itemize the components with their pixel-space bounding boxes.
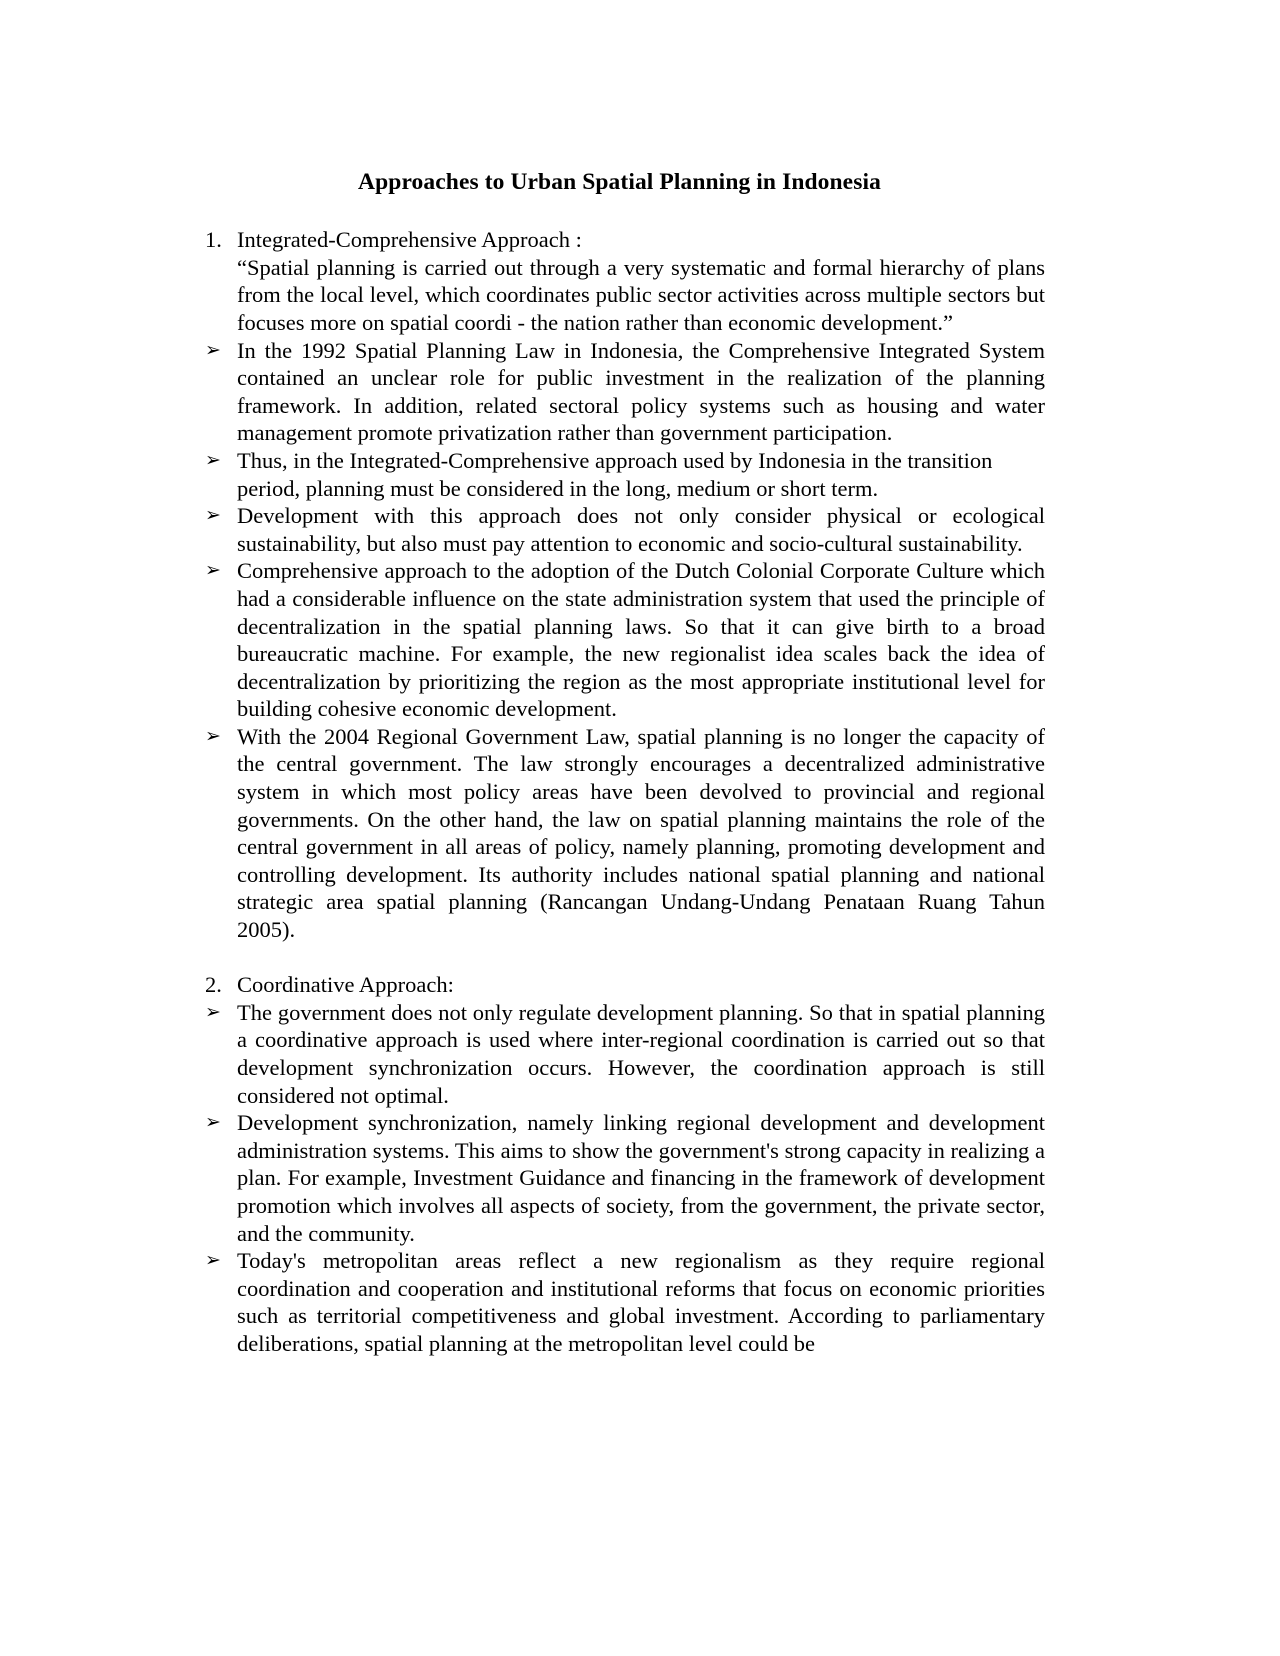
arrowhead-bullet-icon: ➢ [205,1000,221,1023]
section-1-quote: “Spatial planning is carried out through a very systematic and formal hierarchy of plans from the local level, which coordinates public sector activities across multiple sectors but focuses more on spatial coordi - the nation rather than economic development.” [237,254,1045,335]
numbered-item-1 [205,226,1045,254]
list-item [205,447,1045,502]
paragraph-spacer [205,944,1045,972]
list-item [205,723,1045,944]
page-title: Approaches to Urban Spatial Planning in Indonesia [358,169,881,195]
arrowhead-bullet-icon: ➢ [205,504,221,527]
list-item-text: Thus, in the Integrated-Comprehensive approach used by Indonesia in the transition period, planning must be considered in the long, medium or short term. [237,447,993,501]
list-item-text: Development with this approach does not only consider physical or ecological sustainability, but also must pay attention to economic and socio-cultural sustainability. [237,503,1045,556]
arrowhead-bullet-icon: ➢ [205,448,221,471]
list-item-text: With the 2004 Regional Government Law, spatial planning is no longer the capacity of the central government. The law strongly encourages a decentralized administrative system in which most policy areas have been devolved to provincial and regional governments. On the other hand, the law on spatial planning maintains the role of the central government in all areas of policy, namely planning, promoting development and controlling development. Its authority includes national spatial planning and national strategic area spatial planning (Rancangan Undang-Undang Penataan Ruang Tahun 2005). [237,723,1045,943]
arrowhead-bullet-icon: ➢ [205,1249,221,1272]
list-item-text: Today's metropolitan areas reflect a new regionalism as they require regional coordination and cooperation and institutional reforms that focus on economic priorities such as territorial competitiveness and global investment. According to parliamentary deliberations, spatial planning at the metropolitan level could be [237,1248,1045,1356]
list-item-text: In the 1992 Spatial Planning Law in Indonesia, the Comprehensive Integrated System contained an unclear role for public investment in the realization of the planning framework. In addition, related sectoral policy systems such as housing and water management promote privatization rather than government participation. [237,337,1045,446]
list-item [205,502,1045,557]
section-heading-2: Coordinative Approach: [237,972,454,998]
arrowhead-bullet-icon: ➢ [205,1111,221,1134]
list-item [205,999,1045,1109]
list-item-text: Development synchronization, namely linking regional development and development administration systems. This aims to show the government's strong capacity in realizing a plan. For example, Investment Guidance and financing in the framework of development promotion which involves all aspects of society, from the government, the private sector, and the community. [237,1110,1045,1246]
section-heading-1: Integrated-Comprehensive Approach : [237,227,582,253]
list-item-text: Comprehensive approach to the adoption of the Dutch Colonial Corporate Culture which had a considerable influence on the state administration system that used the principle of decentralization in the spatial planning laws. So that it can give birth to a broad bureaucratic machine. For example, the new regionalist idea scales back the idea of decentralization by prioritizing the region as the most appropriate institutional level for building cohesive economic development. [237,558,1045,722]
list-item [205,1247,1045,1357]
numbered-item-2 [205,971,1045,999]
list-item [205,557,1045,723]
arrowhead-bullet-icon: ➢ [205,724,221,747]
list-item [205,1109,1045,1247]
arrowhead-bullet-icon: ➢ [205,559,221,582]
list-item-text: The government does not only regulate development planning. So that in spatial planning a coordinative approach is used where inter-regional coordination is carried out so that development synchronization occurs. However, the coordination approach is still considered not optimal. [237,999,1045,1108]
document-body [205,226,1045,1357]
list-item [205,337,1045,447]
list-number-2: 2. [205,972,222,998]
list-number-1: 1. [205,227,222,253]
arrowhead-bullet-icon: ➢ [205,338,221,361]
